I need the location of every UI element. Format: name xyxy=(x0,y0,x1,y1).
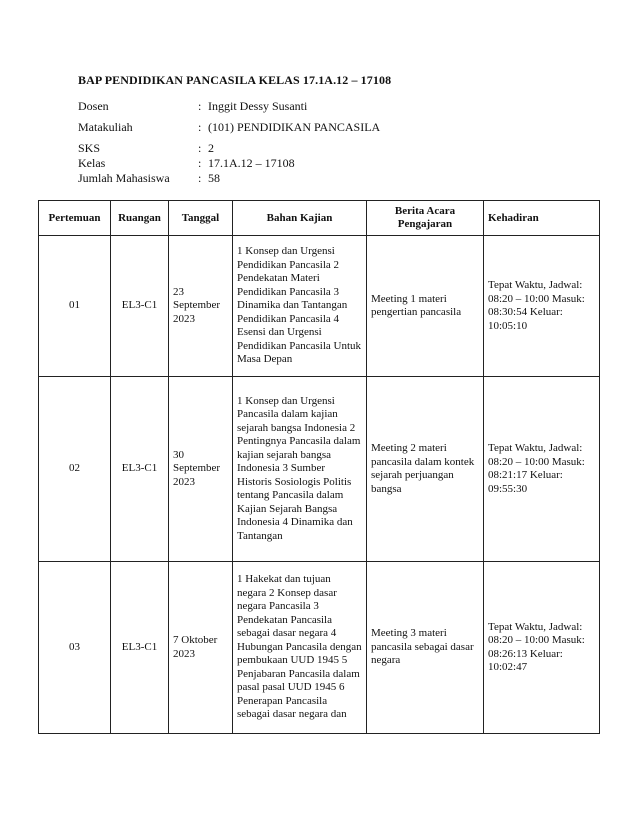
info-row-matakuliah xyxy=(78,120,380,135)
table-row xyxy=(39,562,600,734)
cell-ruangan: EL3-C1 xyxy=(111,377,169,562)
cell-pertemuan: 03 xyxy=(39,562,111,734)
header-pertemuan: Pertemuan xyxy=(39,201,111,236)
course-info xyxy=(78,99,380,186)
cell-bahan-kajian: 1 Konsep dan Urgensi Pancasila dalam kajian sejarah bangsa Indonesia 2 Pentingnya Pancasila dalam kajian sejarah bangsa Indonesia 3 Sumber Historis Sosiologis Politis tentang Pancasila dalam Kajian Sejarah Bangsa Indonesia 4 Dinamika dan Tantangan xyxy=(233,377,367,562)
cell-tanggal: 23 September 2023 xyxy=(169,236,233,377)
info-colon: : xyxy=(198,120,202,134)
cell-pertemuan: 01 xyxy=(39,236,111,377)
info-row-dosen xyxy=(78,99,380,114)
cell-berita-acara: Meeting 2 materi pancasila dalam kontek sejarah perjuangan bangsa xyxy=(367,377,484,562)
header-bahan-kajian: Bahan Kajian xyxy=(233,201,367,236)
info-colon: : xyxy=(198,171,202,185)
cell-berita-acara: Meeting 3 materi pancasila sebagai dasar negara xyxy=(367,562,484,734)
table-header-row xyxy=(39,201,600,236)
table-row xyxy=(39,236,600,377)
cell-bahan-kajian: 1 Hakekat dan tujuan negara 2 Konsep dasar negara Pancasila 3 Pendekatan Pancasila sebagai dasar negara 4 Hubungan Pancasila dengan pembukaan UUD 1945 5 Penjabaran Pancasila dalam pasal pasal UUD 1945 6 Penerapan Pancasila sebagai dasar negara dan xyxy=(233,562,367,734)
cell-ruangan: EL3-C1 xyxy=(111,562,169,734)
cell-bahan-kajian: 1 Konsep dan Urgensi Pendidikan Pancasila 2 Pendekatan Materi Pendidikan Pancasila 3 Dinamika dan Tantangan Pendidikan Pancasila 4 Esensi dan Urgensi Pendidikan Pancasila Untuk Masa Depan xyxy=(233,236,367,377)
info-value: Inggit Dessy Susanti xyxy=(208,99,308,113)
info-label: Jumlah Mahasiswa xyxy=(78,171,170,185)
header-kehadiran: Kehadiran xyxy=(484,201,600,236)
cell-pertemuan: 02 xyxy=(39,377,111,562)
info-row-jumlah-mahasiswa xyxy=(78,171,380,186)
cell-tanggal: 30 September 2023 xyxy=(169,377,233,562)
info-value: 58 xyxy=(208,171,220,185)
cell-kehadiran: Tepat Waktu, Jadwal: 08:20 – 10:00 Masuk: 08:30:54 Keluar: 10:05:10 xyxy=(484,236,600,377)
info-colon: : xyxy=(198,156,202,170)
cell-kehadiran: Tepat Waktu, Jadwal: 08:20 – 10:00 Masuk: 08:26:13 Keluar: 10:02:47 xyxy=(484,562,600,734)
info-label: SKS xyxy=(78,141,101,155)
info-row-sks xyxy=(78,141,380,156)
info-value: 17.1A.12 – 17108 xyxy=(208,156,295,170)
header-ruangan: Ruangan xyxy=(111,201,169,236)
attendance-table xyxy=(38,200,600,734)
cell-kehadiran: Tepat Waktu, Jadwal: 08:20 – 10:00 Masuk: 08:21:17 Keluar: 09:55:30 xyxy=(484,377,600,562)
info-colon: : xyxy=(198,141,202,155)
header-tanggal: Tanggal xyxy=(169,201,233,236)
document-title: BAP PENDIDIKAN PANCASILA KELAS 17.1A.12 – 17108 xyxy=(78,73,392,87)
header-berita-acara: Berita Acara Pengajaran xyxy=(367,201,484,236)
cell-tanggal: 7 Oktober 2023 xyxy=(169,562,233,734)
info-label: Dosen xyxy=(78,99,109,113)
cell-berita-acara: Meeting 1 materi pengertian pancasila xyxy=(367,236,484,377)
cell-ruangan: EL3-C1 xyxy=(111,236,169,377)
info-label: Matakuliah xyxy=(78,120,133,134)
info-colon: : xyxy=(198,99,202,113)
info-label: Kelas xyxy=(78,156,106,170)
table-row xyxy=(39,377,600,562)
info-value: 2 xyxy=(208,141,214,155)
info-row-kelas xyxy=(78,156,380,171)
info-value: (101) PENDIDIKAN PANCASILA xyxy=(208,120,381,134)
